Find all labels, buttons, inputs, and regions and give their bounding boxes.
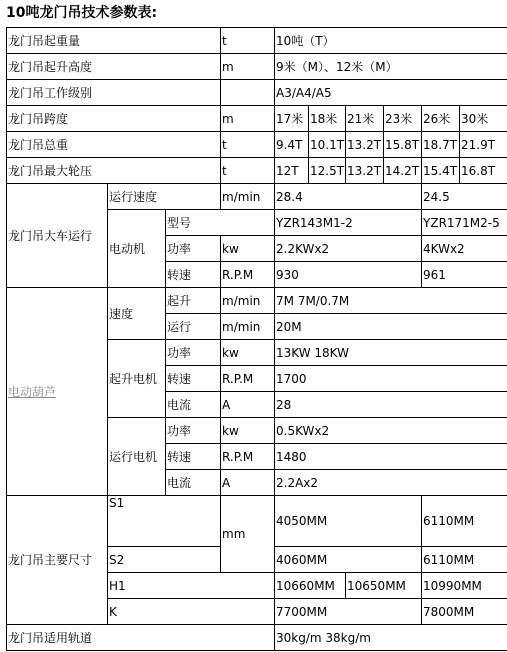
cell-value: 10660MM [275, 573, 346, 599]
table-row [7, 496, 507, 547]
row-label: 龙门吊起重量 [7, 28, 221, 54]
cell-value: 9.4T [275, 132, 309, 158]
param-label: 转速 [166, 366, 221, 392]
cell-value: 30米 [460, 106, 507, 132]
row-unit: t [221, 158, 275, 184]
cell-value: 7700MM [275, 599, 422, 625]
cell-value: 24.5 [422, 184, 507, 210]
cell-value: 10650MM [346, 573, 422, 599]
row-unit: R.P.M [221, 366, 275, 392]
param-label: 电流 [166, 470, 221, 496]
cell-value: 15.4T [422, 158, 460, 184]
row-value: 10吨（T） [275, 28, 507, 54]
cell-value: 16.8T [460, 158, 507, 184]
cell-value: 21米 [346, 106, 384, 132]
cell-value: 14.2T [384, 158, 422, 184]
param-label: S1 [108, 496, 221, 547]
row-unit: m/min [221, 314, 275, 340]
hoist-link-label[interactable]: 电动葫芦 [8, 384, 57, 399]
cell-value: 12T [275, 158, 309, 184]
cell-value: 12.5T [309, 158, 346, 184]
row-label: 龙门吊适用轨道 [7, 625, 275, 651]
row-unit: kw [221, 418, 275, 444]
cell-value: 17米 [275, 106, 309, 132]
param-label: H1 [108, 573, 275, 599]
param-label: 转速 [166, 444, 221, 470]
subgroup-label: 运行电机 [108, 418, 166, 496]
cell-value: 28.4 [275, 184, 422, 210]
param-label: K [108, 599, 275, 625]
row-label: 龙门吊起升高度 [7, 54, 221, 80]
cell-value: 13KW 18KW [275, 340, 507, 366]
cell-value: 15.8T [384, 132, 422, 158]
cell-value: YZR171M2-5 [422, 210, 507, 236]
cell-value: 28 [275, 392, 507, 418]
row-label: 龙门吊跨度 [7, 106, 221, 132]
row-unit: A [221, 392, 275, 418]
param-label: 功率 [166, 236, 221, 262]
row-label: 龙门吊最大轮压 [7, 158, 221, 184]
subgroup-label: 速度 [108, 288, 166, 340]
cell-value: 4KWx2 [422, 236, 507, 262]
param-label: 电流 [166, 392, 221, 418]
table-row [7, 288, 507, 314]
cell-value: 2.2KWx2 [275, 236, 422, 262]
row-unit [221, 80, 275, 106]
cell-value: 20M [275, 314, 507, 340]
param-label: 运行速度 [108, 184, 221, 210]
row-unit: R.P.M [221, 262, 275, 288]
hoist-link[interactable] [7, 288, 108, 496]
table-row [7, 625, 507, 651]
param-label: 运行 [166, 314, 221, 340]
cell-value: 6110MM [422, 547, 507, 573]
table-row [7, 132, 507, 158]
row-unit: m [221, 54, 275, 80]
cell-value: 18.7T [422, 132, 460, 158]
row-unit: t [221, 28, 275, 54]
param-label: 起升 [166, 288, 221, 314]
cell-value: 18米 [309, 106, 346, 132]
cell-value: 23米 [384, 106, 422, 132]
table-row [7, 54, 507, 80]
param-label: 型号 [166, 210, 275, 236]
row-value: 9米（M）、12米（M） [275, 54, 507, 80]
row-value: A3/A4/A5 [275, 80, 507, 106]
cell-value: 1700 [275, 366, 507, 392]
cell-value: 4050MM [275, 496, 422, 547]
cell-value: 930 [275, 262, 422, 288]
table-row [7, 158, 507, 184]
cell-value: YZR143M1-2 [275, 210, 422, 236]
table-row [7, 80, 507, 106]
cell-value: 10990MM [422, 573, 507, 599]
spec-table [6, 27, 507, 651]
param-label: 功率 [166, 418, 221, 444]
row-unit: m/min [221, 288, 275, 314]
cell-value: 961 [422, 262, 507, 288]
cell-value: 13.2T [346, 132, 384, 158]
row-label: 龙门吊总重 [7, 132, 221, 158]
table-row [7, 184, 507, 210]
cell-value: 13.2T [346, 158, 384, 184]
cell-value: 21.9T [460, 132, 507, 158]
group-label: 龙门吊主要尺寸 [7, 496, 108, 625]
cell-value: 10.1T [309, 132, 346, 158]
cell-value: 26米 [422, 106, 460, 132]
row-label: 龙门吊工作级别 [7, 80, 221, 106]
cell-value: 1480 [275, 444, 507, 470]
row-unit: t [221, 132, 275, 158]
row-unit: A [221, 470, 275, 496]
row-unit: m [221, 106, 275, 132]
table-row [7, 106, 507, 132]
row-unit: mm [221, 496, 275, 573]
row-value: 30kg/m 38kg/m [275, 625, 507, 651]
row-unit: kw [221, 340, 275, 366]
page-title: 10吨龙门吊技术参数表: [6, 5, 158, 21]
param-label: 功率 [166, 340, 221, 366]
row-unit: kw [221, 236, 275, 262]
cell-value: 4060MM [275, 547, 422, 573]
cell-value: 2.2Ax2 [275, 470, 507, 496]
param-label: 转速 [166, 262, 221, 288]
cell-value: 0.5KWx2 [275, 418, 507, 444]
subgroup-label: 电动机 [108, 210, 166, 288]
subgroup-label: 起升电机 [108, 340, 166, 418]
cell-value: 7M 7M/0.7M [275, 288, 507, 314]
param-label: S2 [108, 547, 221, 573]
group-label: 龙门吊大车运行 [7, 184, 108, 288]
cell-value: 6110MM [422, 496, 507, 547]
cell-value: 7800MM [422, 599, 507, 625]
row-unit: m/min [221, 184, 275, 210]
table-row [7, 28, 507, 54]
row-unit: R.P.M [221, 444, 275, 470]
